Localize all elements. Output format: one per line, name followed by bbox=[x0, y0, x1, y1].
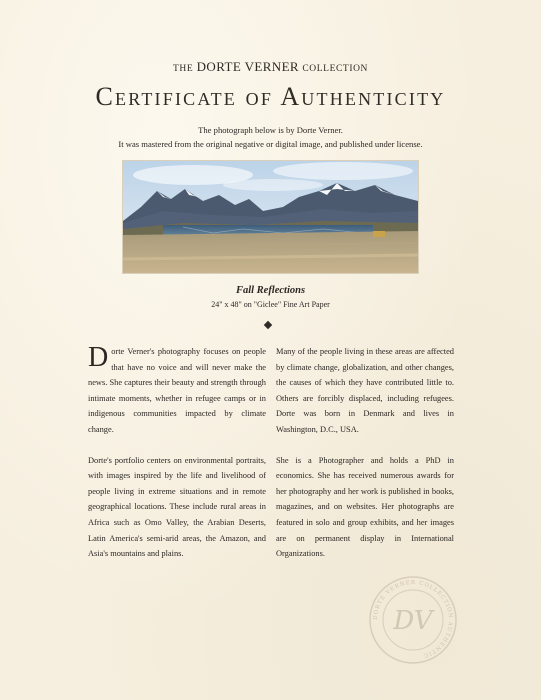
artwork-caption bbox=[0, 284, 541, 312]
bio-paragraph-1 bbox=[88, 344, 266, 438]
intro-text bbox=[0, 123, 541, 151]
intro-line-1: The photograph below is by Dorte Verner. bbox=[198, 125, 343, 135]
embossed-seal-icon bbox=[368, 575, 458, 665]
certificate-title: Certificate of Authenticity bbox=[95, 82, 446, 111]
body-column-left bbox=[88, 344, 266, 577]
collection-kicker bbox=[0, 59, 541, 75]
kicker-collection: COLLECTION bbox=[302, 64, 369, 74]
kicker-the: THE bbox=[172, 64, 194, 74]
kicker-name: DORTE VERNER bbox=[196, 59, 299, 74]
body-column-right bbox=[276, 344, 454, 577]
bio-paragraph-2: Dorte's portfolio centers on environmental portraits, with images inspired by the life and livelihood of people living in extreme situations and in remote geographical locations. These include rural areas in Africa such as Omo Valley, the Arabian Deserts, Latin America's semi-arid areas, the Amazon, and Asia's mountains and plains. bbox=[88, 455, 266, 559]
bio-paragraph-3: Many of the people living in these areas are affected by climate change, globalization, and other changes, the causes of which they have contributed little to. Others are forcibly displaced, including refugees. Dorte was born in Denmark and lives in Washington, D.C., USA. bbox=[276, 347, 454, 434]
bio-paragraph-4: She is a Photographer and holds a PhD in economics. She has received numerous awards for her photography and her work is published in books, magazines, and on websites. Her photographs are featured in solo and group exhibits, and her images are on permanent display in International Organizations. bbox=[276, 455, 454, 559]
drop-cap: D bbox=[88, 342, 109, 373]
seal-monogram: DV bbox=[393, 606, 433, 636]
intro-line-2: It was mastered from the original negative or digital image, and published under license. bbox=[118, 139, 423, 149]
seal-ring-text: DORTE VERNER COLLECTION AUTHENTIC bbox=[372, 579, 454, 659]
bio-paragraph-1-text: orte Verner's photography focuses on people that have no voice and will never make the news. She captures their beauty and strength through intimate moments, whether in refugee camps or in indigenous communities impacted by climate change. bbox=[88, 347, 266, 434]
artwork-photo bbox=[122, 160, 419, 274]
diamond-ornament-icon bbox=[264, 321, 272, 329]
landscape-image bbox=[123, 161, 418, 273]
artwork-details: 24" x 48" on "Giclee" Fine Art Paper bbox=[211, 300, 330, 309]
artwork-title: Fall Reflections bbox=[235, 285, 306, 296]
